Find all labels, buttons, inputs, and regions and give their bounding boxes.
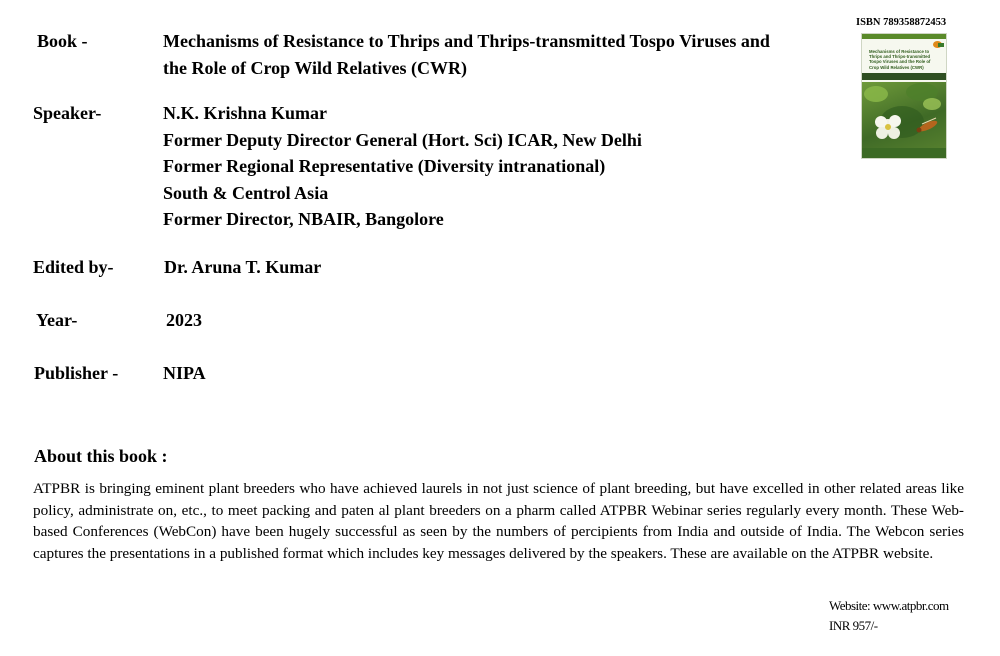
cover-top-band [862, 34, 946, 39]
cover-title: Mechanisms of Resistance to Thrips and Thrips-transmitted Tospo Viruses and the Role of Crop Wild Relatives (CWR) [869, 49, 931, 70]
year-label: Year- [36, 310, 78, 330]
about-heading: About this book : [34, 446, 168, 466]
speaker-line: Former Deputy Director General (Hort. Sci) ICAR, New Delhi [163, 129, 642, 150]
year-value: 2023 [166, 310, 202, 330]
speaker-name: N.K. Krishna Kumar [163, 103, 328, 123]
publisher-logo-mark [938, 43, 944, 47]
plant-and-insect-illustration [862, 82, 946, 148]
website-text: Website: www.atpbr.com [829, 598, 949, 613]
cover-author-band [862, 73, 946, 80]
speaker-details [163, 100, 642, 233]
book-cover-image [861, 33, 947, 159]
publisher-value: NIPA [163, 363, 206, 383]
price-text: INR 957/- [829, 618, 878, 633]
speaker-line: South & Centrol Asia [163, 182, 329, 203]
book-title-line: Mechanisms of Resistance to Thrips and Thrips-transmitted Tospo Viruses and [163, 31, 770, 51]
cover-photo [862, 82, 946, 148]
edited-label: Edited by- [33, 257, 114, 277]
publisher-label: Publisher - [34, 363, 119, 383]
about-text: ATPBR is bringing eminent plant breeders who have achieved laurels in not just science of plant breeding, but have excelled in other related areas like policy, administrate on, etc., to meet packing and paten al plant breeders on a pharm called ATPBR Webinar series regularly every month. These Web-based Conferences (WebCon) have been hugely successful as seen by the numbers of percipients from India and outside of India. The Webcon series captures the presentations in a published format which includes key messages delivered by the speakers. These are available on the ATPBR website. [33, 480, 964, 562]
book-label: Book - [37, 31, 88, 51]
editor-name: Dr. Aruna T. Kumar [164, 257, 322, 277]
speaker-line: Former Director, NBAIR, Bangolore [163, 209, 444, 229]
book-title-line: the Role of Crop Wild Relatives (CWR) [163, 57, 467, 78]
cover-bottom-band [862, 148, 946, 158]
book-title [163, 28, 770, 81]
speaker-label: Speaker- [33, 103, 102, 123]
isbn: ISBN 789358872453 [856, 17, 947, 28]
speaker-line: Former Regional Representative (Diversity intranational) [163, 156, 606, 176]
